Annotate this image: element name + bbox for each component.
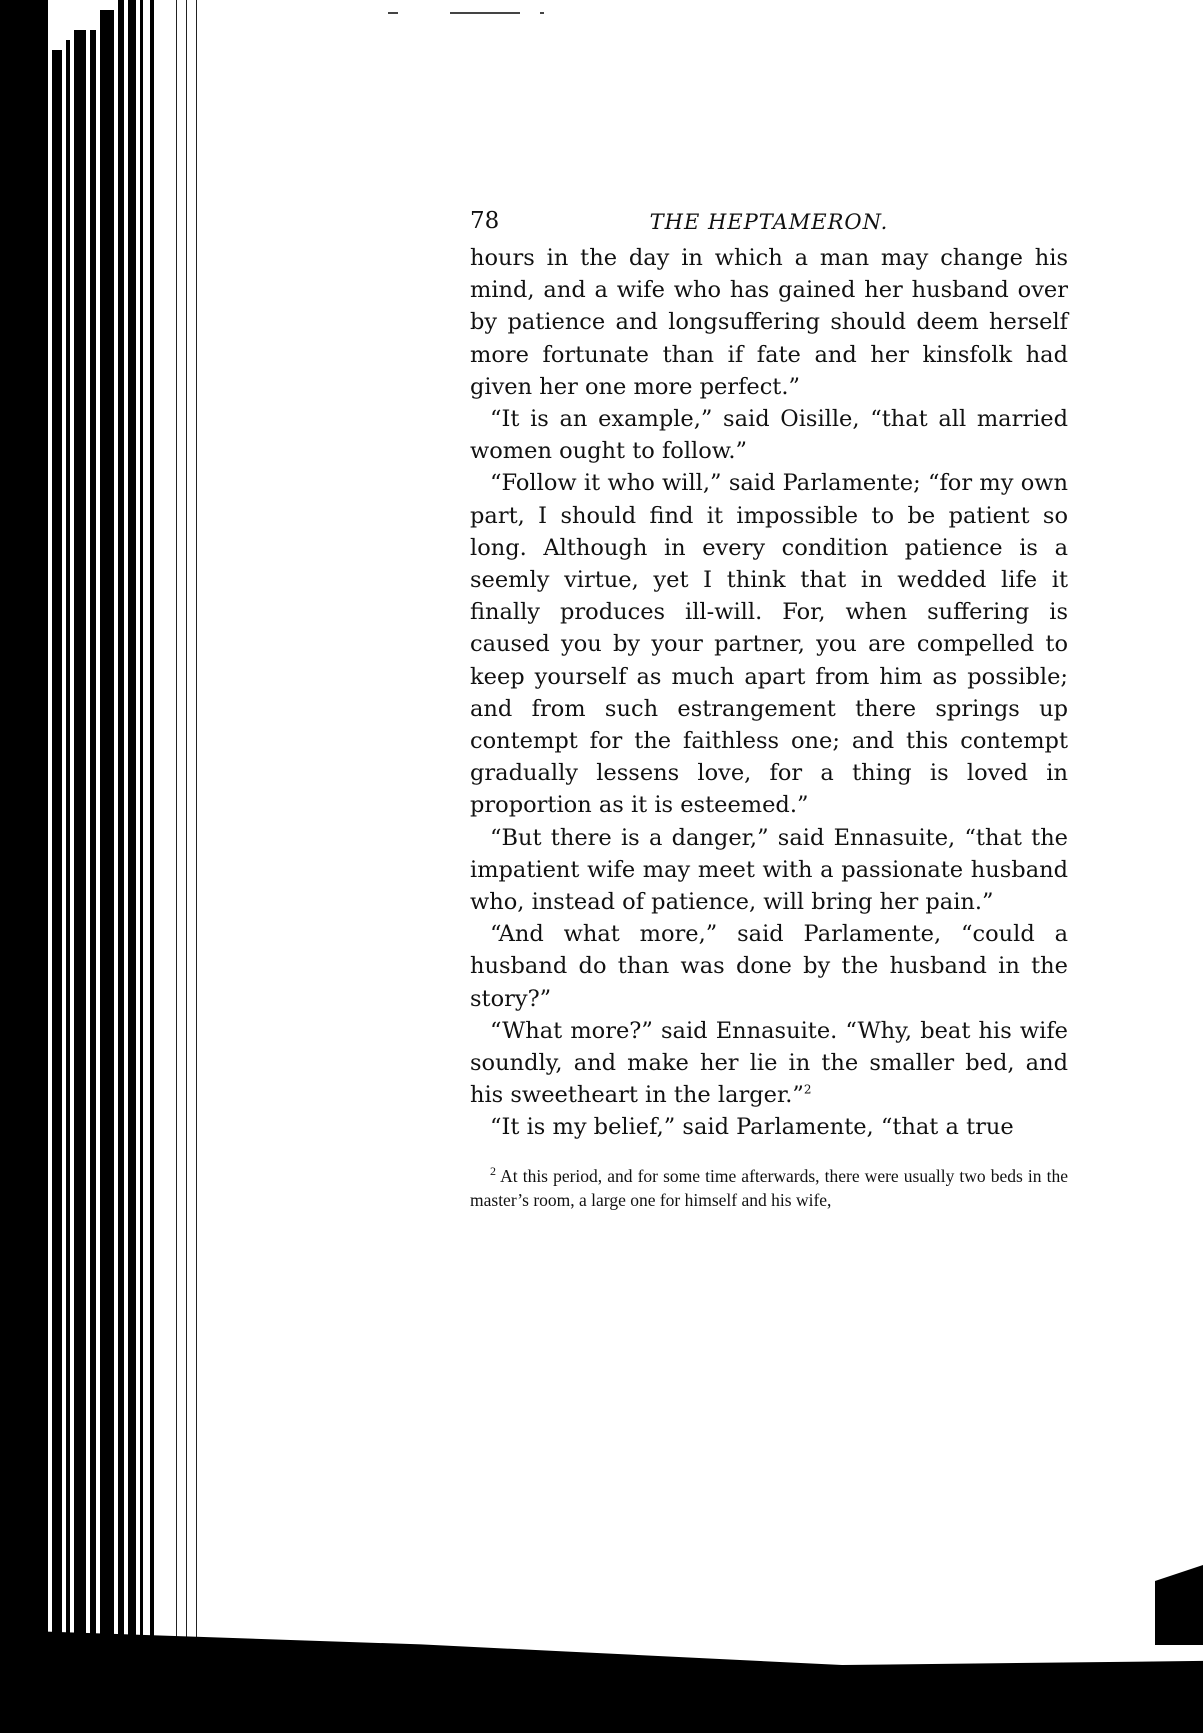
footnote-reference: 2 xyxy=(803,1082,812,1097)
page-content xyxy=(470,200,1068,1212)
paragraph-text: “What more?” said Ennasuite. “Why, beat his wife soundly, and make her lie in the smaller bed, and his sweetheart in the larger.” xyxy=(470,1017,1068,1109)
page-number: 78 xyxy=(470,208,500,234)
footnote-marker: 2 xyxy=(490,1163,496,1178)
running-title: THE HEPTAMERON. xyxy=(649,210,889,234)
body-text xyxy=(470,242,1068,1144)
bottom-scan-shadow xyxy=(0,1630,1203,1733)
paragraph: “And what more,” said Parlamente, “could a husband do than was done by the husband in the story?” xyxy=(470,921,1068,1012)
scan-artifact xyxy=(388,12,398,14)
paragraph: “But there is a danger,” said Ennasuite, “that the impatient wife may meet with a passionate husband who, instead of patience, will bring her pain.” xyxy=(470,824,1068,916)
scan-artifact xyxy=(450,12,520,14)
paragraph-with-note xyxy=(470,1015,1068,1112)
running-header xyxy=(470,200,1068,240)
paragraph: “It is my belief,” said Parlamente, “that a true xyxy=(490,1114,1014,1141)
paragraph: “It is an example,” said Oisille, “that all married women ought to follow.” xyxy=(470,406,1068,465)
right-edge-shadow xyxy=(1155,1565,1203,1645)
paragraph: hours in the day in which a man may change his mind, and a wife who has gained her husband over by patience and longsuffering should deem herself more fortunate than if fate and her kinsfolk had given her one more perfect.” xyxy=(470,245,1068,400)
footnote xyxy=(470,1164,1068,1212)
scan-artifact xyxy=(540,12,544,14)
footnote-text: At this period, and for some time afterwards, there were usually two beds in the master’s room, a large one for himself and his wife, xyxy=(470,1165,1068,1210)
book-binding-shadow xyxy=(0,0,200,1733)
paragraph: “Follow it who will,” said Parlamente; “for my own part, I should find it impossible to be patient so long. Although in every condition patience is a seemly virtue, yet I think that in wedded life it finally produces ill-will. For, when suffering is caused you by your partner, you are compelled to keep yourself as much apart from him as possible; and from such estrangement there springs up contempt for the faithless one; and this contempt gradually lessens love, for a thing is loved in proportion as it is esteemed.” xyxy=(470,470,1068,819)
